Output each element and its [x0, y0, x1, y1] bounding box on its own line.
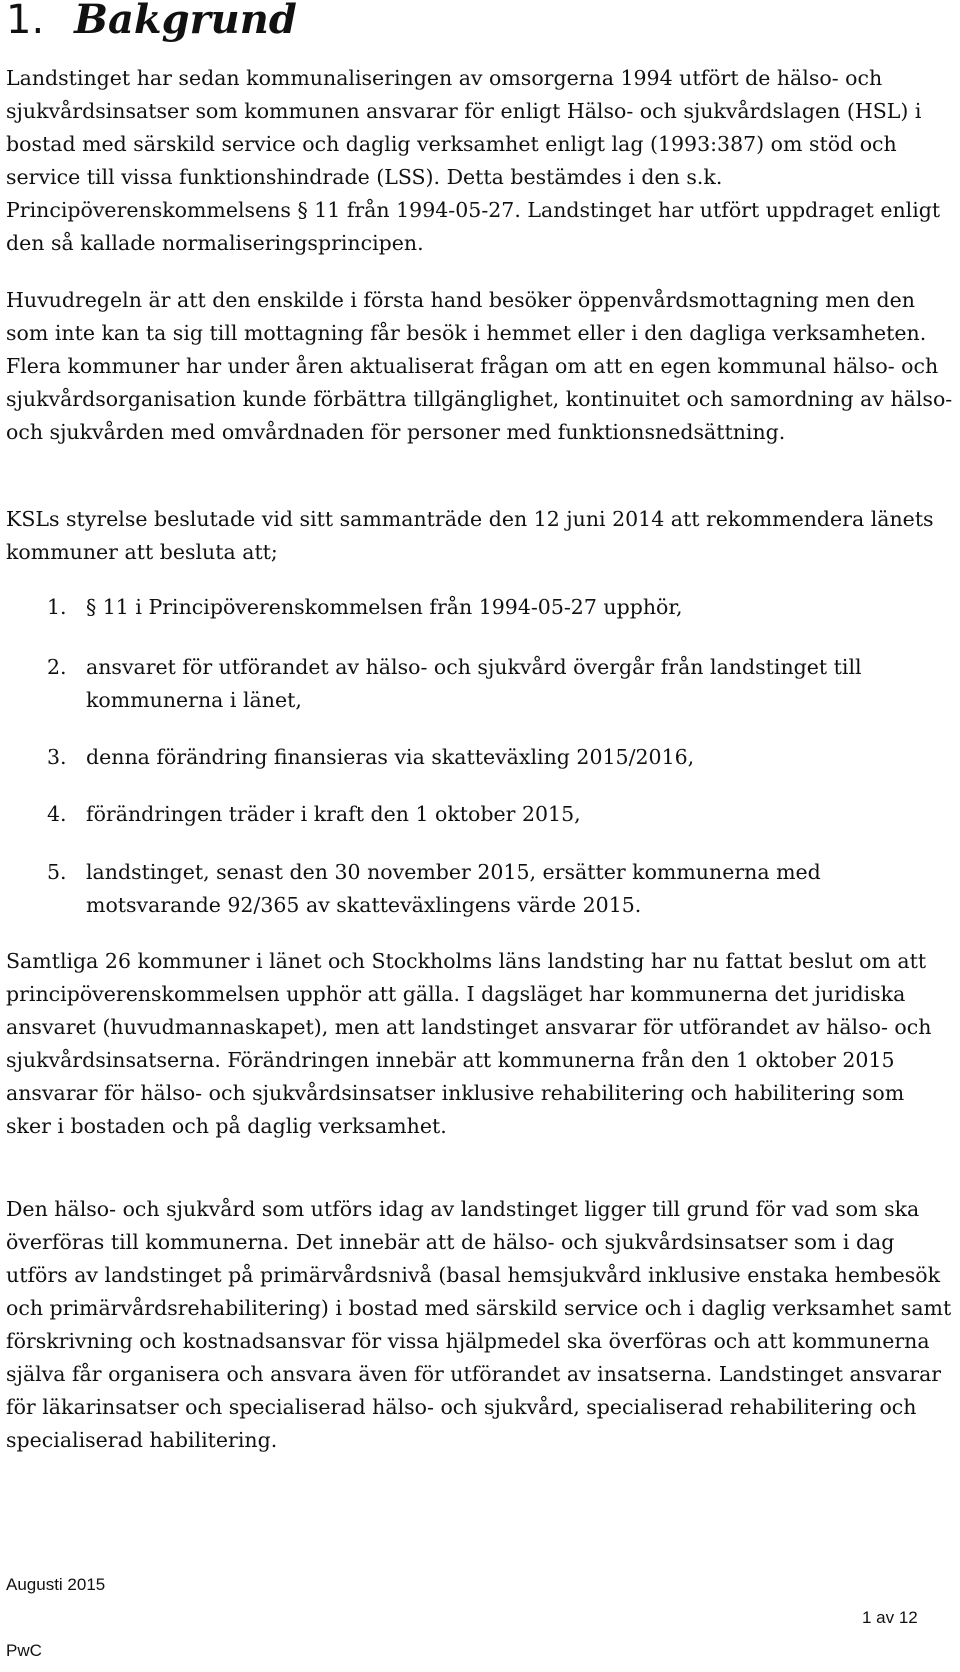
section-number: 1. [6, 0, 45, 43]
list-item-text: § 11 i Principöverenskommelsen från 1994-05-27 upphör, [86, 595, 683, 619]
list-item-text: landstinget, senast den 30 november 2015, ersätter kommunerna med motsvarande 92/365 av skatteväxlingens värde 2015. [86, 860, 821, 917]
list-item-number: 2. [47, 655, 67, 679]
paragraph-background: Landstinget har sedan kommunaliseringen av omsorgerna 1994 utfört de hälso- och sjukvårdsinsatser som kommunen ansvarar för enligt Hälso- och sjukvårdslagen (HSL) i bostad med särskild service och daglig verksamhet enligt lag (1993:387) om stöd och service till vissa funktionshindrade (LSS). Detta bestämdes i den s.k. Principöverenskommelsens § 11 från 1994-05-27. Landstinget har utfört uppdraget enligt den så kallade normaliseringsprincipen. [6, 66, 941, 255]
list-item-text: denna förändring finansieras via skatteväxling 2015/2016, [86, 745, 695, 769]
paragraph-current-status: Samtliga 26 kommuner i länet och Stockholms läns landsting har nu fattat beslut om att principöverenskommelsen upphör att gälla. I dagsläget har kommunerna det juridiska ansvaret (huvudmannaskapet), men att landstinget ansvarar för utförandet av hälso- och sjukvårdsinsatserna. Förändringen innebär att kommunerna från den 1 oktober 2015 ansvarar för hälso- och sjukvårdsinsatser inklusive rehabilitering och habilitering som sker i bostaden och på daglig verksamhet. [6, 949, 932, 1138]
list-item-number: 4. [47, 802, 67, 826]
section-heading [6, 0, 297, 44]
section-title: Bakgrund [74, 0, 297, 43]
list-item-number: 5. [47, 860, 67, 884]
footer-page-number: 1 av 12 [862, 1608, 918, 1627]
list-item-text: förändringen träder i kraft den 1 oktober 2015, [86, 802, 581, 826]
list-item [47, 591, 947, 624]
list-item [47, 651, 947, 717]
footer-date: Augusti 2015 [6, 1575, 106, 1594]
paragraph-ksl-decision: KSLs styrelse beslutade vid sitt sammanträde den 12 juni 2014 att rekommendera länets kommuner att besluta att; [6, 507, 934, 564]
list-item [47, 798, 947, 831]
paragraph-scope: Den hälso- och sjukvård som utförs idag av landstinget ligger till grund för vad som ska överföras till kommunerna. Det innebär att de hälso- och sjukvårdsinsatser som i dag utförs av landstinget på primärvårdsnivå (basal hemsjukvård inklusive enstaka hembesök och primärvårdsrehabilitering) i bostad med särskild service och i daglig verksamhet samt förskrivning och kostnadsansvar för vissa hjälpmedel ska överföras och att kommunerna själva får organisera och ansvara även för utförandet av insatserna. Landstinget ansvarar för läkarinsatser och specialiserad hälso- och sjukvård, specialiserad rehabilitering och specialiserad habilitering. [6, 1197, 952, 1452]
list-item [47, 741, 947, 774]
paragraph-main-rule: Huvudregeln är att den enskilde i första hand besöker öppenvårdsmottagning men den som inte kan ta sig till mottagning får besök i hemmet eller i den dagliga verksamheten. Flera kommuner har under åren aktualiserat frågan om att en egen kommunal hälso- och sjukvårdsorganisation kunde förbättra tillgänglighet, kontinuitet och samordning av hälso- och sjukvården med omvårdnaden för personer med funktionsnedsättning. [6, 288, 953, 444]
list-item-number: 1. [47, 595, 67, 619]
list-item [47, 856, 947, 922]
footer-company: PwC [6, 1641, 42, 1660]
list-item-number: 3. [47, 745, 67, 769]
list-item-text: ansvaret för utförandet av hälso- och sjukvård övergår från landstinget till kommunerna i länet, [86, 655, 862, 712]
